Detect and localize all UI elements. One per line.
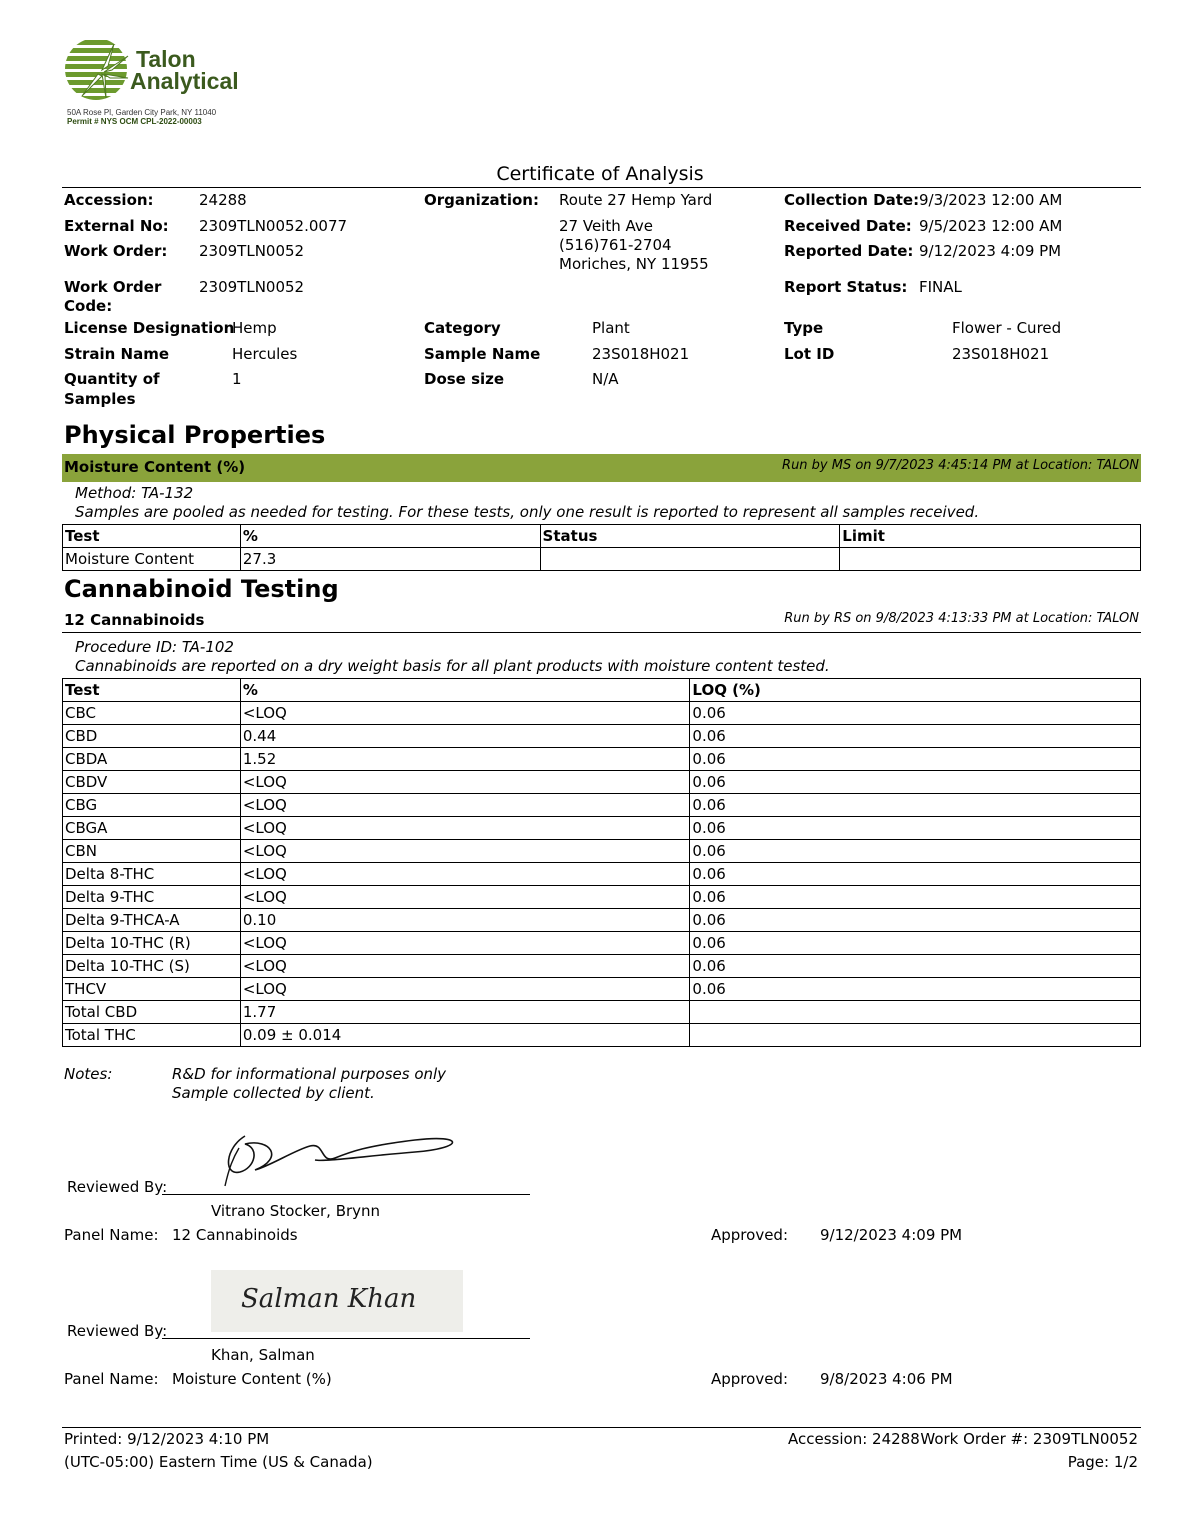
approved-label-1: Approved:: [711, 1226, 788, 1244]
table-row: [63, 1024, 1141, 1047]
footer-rule: [62, 1427, 1141, 1428]
table-row: [63, 771, 1141, 794]
qty-label-2: Samples: [64, 390, 136, 408]
external-value: 2309TLN0052.0077: [199, 217, 348, 235]
col-status: Status: [540, 525, 840, 548]
moisture-bar-run: Run by MS on 9/7/2023 4:45:14 PM at Location: TALON: [782, 458, 1139, 473]
reviewed-by-label-1: Reviewed By:: [67, 1178, 168, 1196]
cell-loq: [690, 1024, 1141, 1047]
table-row: [63, 725, 1141, 748]
collection-label: Collection Date:: [784, 191, 920, 209]
panel-name-1: 12 Cannabinoids: [172, 1226, 298, 1244]
cell-loq: 0.06: [690, 817, 1141, 840]
work-order-label: Work Order:: [64, 242, 168, 260]
cell-loq: 0.06: [690, 794, 1141, 817]
cell-test: Delta 9-THC: [63, 886, 241, 909]
reviewed-by-label-2: Reviewed By:: [67, 1322, 168, 1340]
qty-label-1: Quantity of: [64, 370, 160, 388]
license-value: Hemp: [232, 319, 277, 337]
signature-2-text: Salman Khan: [241, 1284, 417, 1314]
cannabinoid-header-row: [63, 679, 1141, 702]
cell-percent: <LOQ: [240, 817, 690, 840]
received-label: Received Date:: [784, 217, 912, 235]
wo-code-label-2: Code:: [64, 297, 113, 315]
qty-value: 1: [232, 370, 242, 388]
org-phone: (516)761-2704: [559, 236, 672, 254]
cell-loq: 0.06: [690, 909, 1141, 932]
signature-2-box: [211, 1270, 463, 1332]
moisture-note: Samples are pooled as needed for testing. For these tests, only one result is reported to represent all samples received.: [75, 503, 980, 521]
dose-label: Dose size: [424, 370, 505, 388]
cell-percent: 0.09 ± 0.014: [240, 1024, 690, 1047]
reported-value: 9/12/2023 4:09 PM: [919, 242, 1062, 260]
cell-test: CBGA: [63, 817, 241, 840]
panel-name-label-2: Panel Name:: [64, 1370, 159, 1388]
panel-name-label-1: Panel Name:: [64, 1226, 159, 1244]
category-label: Category: [424, 319, 501, 337]
strain-label: Strain Name: [64, 345, 170, 363]
signature-1-icon: [215, 1128, 465, 1190]
table-row: [63, 748, 1141, 771]
moisture-bar-label: Moisture Content (%): [64, 458, 246, 476]
category-value: Plant: [592, 319, 630, 337]
procedure-id: Procedure ID: TA-102: [75, 638, 234, 656]
cell-percent: <LOQ: [240, 771, 690, 794]
table-row: [63, 702, 1141, 725]
footer-work-order: Work Order #: 2309TLN0052: [920, 1430, 1138, 1448]
cell-loq: 0.06: [690, 725, 1141, 748]
table-row: [63, 863, 1141, 886]
wo-code-value: 2309TLN0052: [199, 278, 305, 296]
logo-name-line1: Talon: [136, 46, 196, 72]
cell-percent: <LOQ: [240, 886, 690, 909]
panel-label: 12 Cannabinoids: [64, 611, 205, 629]
cell-percent: <LOQ: [240, 932, 690, 955]
moisture-method: Method: TA-132: [75, 484, 194, 502]
license-label: License Designation: [64, 319, 235, 337]
logo-permit: Permit # NYS OCM CPL-2022-00003: [67, 117, 202, 126]
cell-test: CBDA: [63, 748, 241, 771]
cell-test: CBDV: [63, 771, 241, 794]
signature-line-2: [162, 1338, 530, 1339]
col-test: Test: [63, 525, 241, 548]
external-label: External No:: [64, 217, 169, 235]
approved-label-2: Approved:: [711, 1370, 788, 1388]
table-row: [63, 932, 1141, 955]
dose-value: N/A: [592, 370, 619, 388]
signature-line-1: [162, 1194, 530, 1195]
cell-percent: 1.52: [240, 748, 690, 771]
logo-address: 50A Rose Pl, Garden City Park, NY 11040: [67, 108, 217, 117]
table-row: [63, 886, 1141, 909]
table-row: [63, 1001, 1141, 1024]
cell-loq: 0.06: [690, 702, 1141, 725]
cell-test: Total THC: [63, 1024, 241, 1047]
wo-code-label-1: Work Order: [64, 278, 162, 296]
reported-label: Reported Date:: [784, 242, 914, 260]
title-rule: [62, 187, 1141, 188]
cell-percent: 0.10: [240, 909, 690, 932]
notes-line2: Sample collected by client.: [172, 1084, 375, 1102]
moisture-header-row: [63, 525, 1141, 548]
approved-date-2: 9/8/2023 4:06 PM: [820, 1370, 953, 1388]
cell-test: Moisture Content: [63, 548, 241, 571]
strain-value: Hercules: [232, 345, 298, 363]
panel-run: Run by RS on 9/8/2023 4:13:33 PM at Location: TALON: [784, 611, 1139, 626]
work-order-value: 2309TLN0052: [199, 242, 305, 260]
cell-loq: 0.06: [690, 955, 1141, 978]
table-row: [63, 909, 1141, 932]
cell-test: CBN: [63, 840, 241, 863]
collection-value: 9/3/2023 12:00 AM: [919, 191, 1063, 209]
col-loq: LOQ (%): [690, 679, 1141, 702]
org-name: Route 27 Hemp Yard: [559, 191, 713, 209]
table-row: [63, 548, 1141, 571]
cannabinoid-note: Cannabinoids are reported on a dry weight basis for all plant products with moisture content tested.: [75, 657, 830, 675]
cannabinoid-heading: Cannabinoid Testing: [64, 575, 339, 603]
accession-label: Accession:: [64, 191, 154, 209]
sample-value: 23S018H021: [592, 345, 690, 363]
status-value: FINAL: [919, 278, 962, 296]
cannabinoid-table: [62, 678, 1141, 1047]
type-label: Type: [784, 319, 824, 337]
cell-percent: <LOQ: [240, 863, 690, 886]
cell-percent: 0.44: [240, 725, 690, 748]
moisture-table: [62, 524, 1141, 571]
lot-value: 23S018H021: [952, 345, 1050, 363]
panel-name-2: Moisture Content (%): [172, 1370, 332, 1388]
cell-test: THCV: [63, 978, 241, 1001]
cell-percent: <LOQ: [240, 840, 690, 863]
cell-loq: 0.06: [690, 748, 1141, 771]
type-value: Flower - Cured: [952, 319, 1062, 337]
physical-heading: Physical Properties: [64, 421, 326, 449]
received-value: 9/5/2023 12:00 AM: [919, 217, 1063, 235]
cell-test: Delta 8-THC: [63, 863, 241, 886]
sample-label: Sample Name: [424, 345, 541, 363]
moisture-bar: [62, 454, 1141, 482]
reviewer-2: Khan, Salman: [211, 1346, 315, 1364]
cell-test: CBG: [63, 794, 241, 817]
accession-value: 24288: [199, 191, 247, 209]
cell-test: Total CBD: [63, 1001, 241, 1024]
table-row: [63, 955, 1141, 978]
cell-test: CBD: [63, 725, 241, 748]
cell-loq: 0.06: [690, 840, 1141, 863]
panel-rule: [62, 632, 1141, 633]
cell-loq: 0.06: [690, 771, 1141, 794]
cell-percent: <LOQ: [240, 955, 690, 978]
cell-test: Delta 10-THC (R): [63, 932, 241, 955]
table-row: [63, 794, 1141, 817]
cell-percent: <LOQ: [240, 794, 690, 817]
document-title: Certificate of Analysis: [496, 163, 704, 185]
cell-percent: <LOQ: [240, 978, 690, 1001]
cell-loq: 0.06: [690, 886, 1141, 909]
table-row: [63, 817, 1141, 840]
org-label: Organization:: [424, 191, 539, 209]
footer-printed: Printed: 9/12/2023 4:10 PM: [64, 1430, 270, 1448]
col-test: Test: [63, 679, 241, 702]
org-city: Moriches, NY 11955: [559, 255, 709, 273]
cell-loq: 0.06: [690, 932, 1141, 955]
col-percent: %: [240, 679, 690, 702]
cell-status: [540, 548, 840, 571]
footer-timezone: (UTC-05:00) Eastern Time (US & Canada): [64, 1453, 373, 1471]
cell-percent: 1.77: [240, 1001, 690, 1024]
notes-label: Notes:: [64, 1065, 113, 1083]
footer-accession: Accession: 24288: [788, 1430, 920, 1448]
col-limit: Limit: [840, 525, 1141, 548]
cell-percent: <LOQ: [240, 702, 690, 725]
cell-test: Delta 10-THC (S): [63, 955, 241, 978]
approved-date-1: 9/12/2023 4:09 PM: [820, 1226, 963, 1244]
cell-loq: 0.06: [690, 978, 1141, 1001]
cell-test: CBC: [63, 702, 241, 725]
footer-page: Page: 1/2: [1067, 1453, 1138, 1471]
lot-label: Lot ID: [784, 345, 835, 363]
status-label: Report Status:: [784, 278, 908, 296]
reviewer-1: Vitrano Stocker, Brynn: [211, 1202, 381, 1220]
company-logo: [62, 36, 252, 132]
cell-percent: 27.3: [240, 548, 540, 571]
logo-name-line2: Analytical: [130, 68, 239, 94]
cell-test: Delta 9-THCA-A: [63, 909, 241, 932]
cell-loq: 0.06: [690, 863, 1141, 886]
cell-loq: [690, 1001, 1141, 1024]
table-row: [63, 840, 1141, 863]
org-street: 27 Veith Ave: [559, 217, 653, 235]
cell-limit: [840, 548, 1141, 571]
table-row: [63, 978, 1141, 1001]
col-percent: %: [240, 525, 540, 548]
notes-line1: R&D for informational purposes only: [172, 1065, 447, 1083]
